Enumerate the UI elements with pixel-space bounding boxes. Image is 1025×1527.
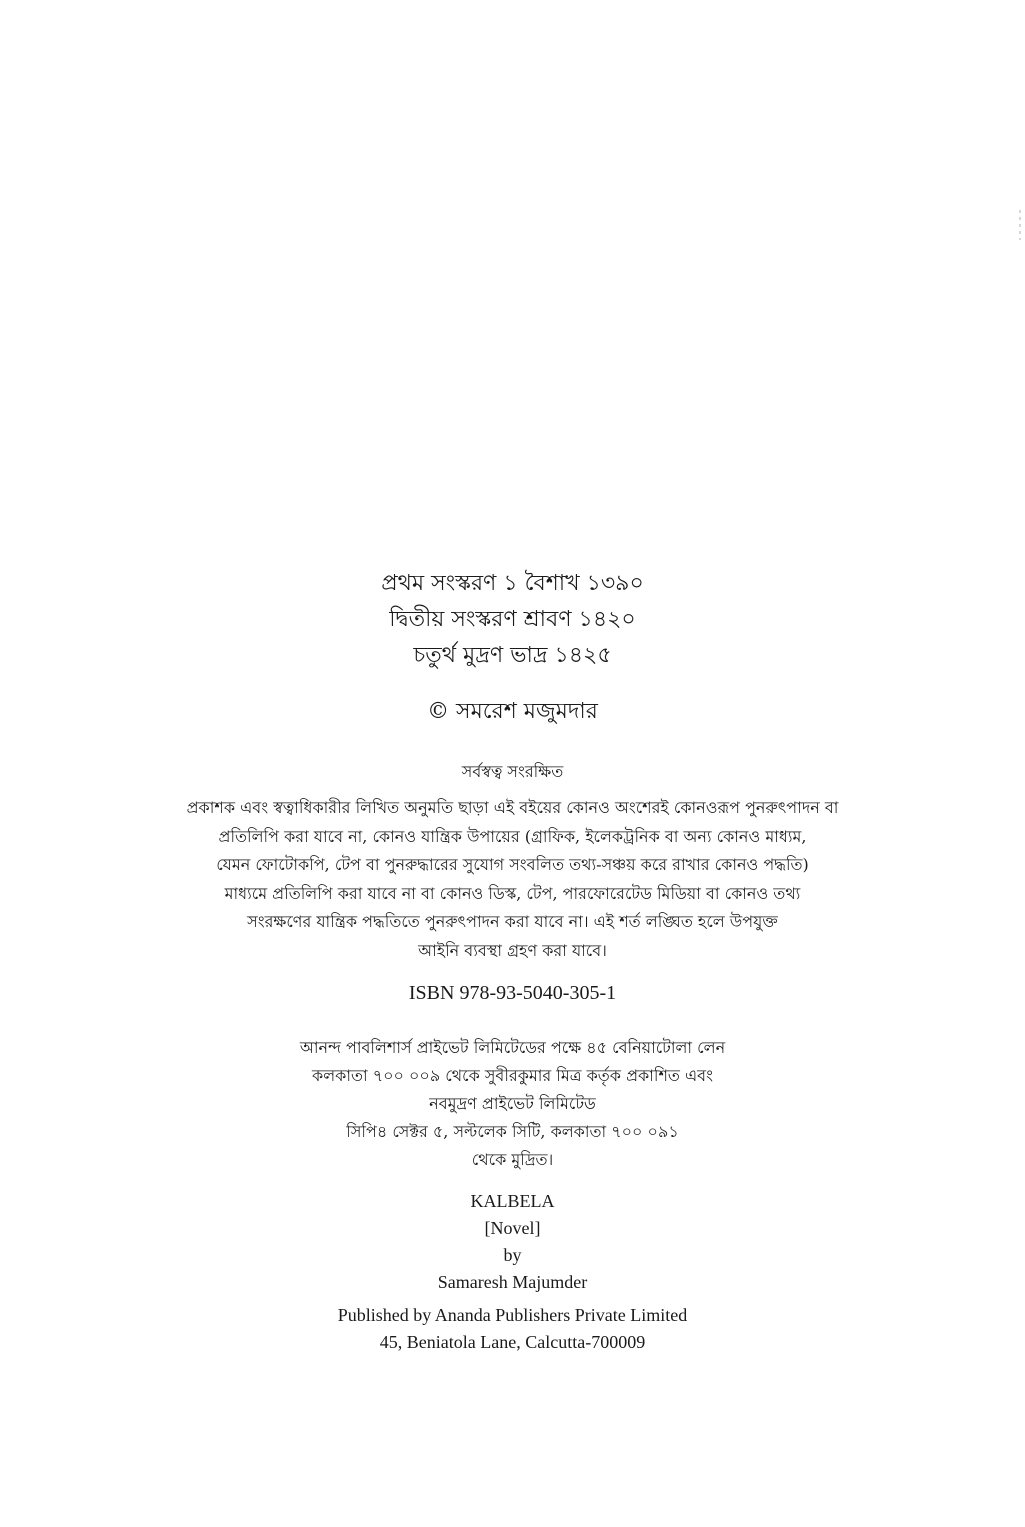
publisher-address: 45, Beniatola Lane, Calcutta-700009 [379,1332,646,1352]
imprint-line-2: কলকাতা ৭০০ ০০৯ থেকে সুবীরকুমার মিত্র কর্তৃক প্রকাশিত এবং [312,1066,713,1085]
book-title: KALBELA [470,1191,555,1211]
by-label: by [503,1245,522,1265]
publisher-block [0,1302,1025,1356]
imprint-bengali [0,1034,1025,1174]
rights-line-3: যেমন ফোটোকপি, টেপ বা পুনরুদ্ধারের সুযোগ সংবলিত তথ্য-সঞ্চয় করে রাখার কোনও পদ্ধতি) [216,855,809,874]
imprint-line-1: আনন্দ পাবলিশার্স প্রাইভেট লিমিটেডের পক্ষে ৪৫ বেনিয়াটোলা লেন [299,1038,726,1057]
english-title-block [0,1188,1025,1296]
copyright-holder: © সমরেশ মজুমদার [427,699,598,724]
author-name: Samaresh Majumder [437,1272,588,1292]
rights-line-2: প্রতিলিপি করা যাবে না, কোনও যান্ত্রিক উপায়ের (গ্রাফিক, ইলেকট্রনিক বা অন্য কোনও মাধ্যম, [218,826,807,846]
imprint-line-4: সিপি৪ সেক্টর ৫, সল্টলেক সিটি, কলকাতা ৭০০ ০৯১ [346,1122,679,1141]
book-genre: [Novel] [484,1218,541,1238]
publisher-name: Published by Ananda Publishers Private Limited [337,1305,688,1325]
imprint-line-5: থেকে মুদ্রিত। [471,1150,554,1169]
rights-reserved-heading [0,758,1025,786]
page-edge-mark [1019,210,1021,240]
edition-line-second: দ্বিতীয় সংস্করণ শ্রাবণ ১৪২০ [389,607,636,632]
rights-reserved-text: সর্বস্বত্ব সংরক্ষিত [461,762,564,781]
copyright-notice [0,696,1025,728]
edition-line-fourth-print: চতুর্থ মুদ্রণ ভাদ্র ১৪২৫ [413,643,612,668]
rights-statement [0,794,1025,965]
edition-history [0,566,1025,674]
edition-line-first: প্রথম সংস্করণ ১ বৈশাখ ১৩৯০ [381,571,644,596]
isbn-block [0,978,1025,1008]
imprint-line-3: নবমুদ্রণ প্রাইভেট লিমিটেড [429,1094,596,1113]
rights-line-5: সংরক্ষণের যান্ত্রিক পদ্ধতিতে পুনরুৎপাদন করা যাবে না। এই শর্ত লঙ্ঘিত হলে উপযুক্ত [247,912,778,931]
isbn-number: ISBN 978-93-5040-305-1 [408,982,617,1004]
rights-line-1: প্রকাশক এবং স্বত্বাধিকারীর লিখিত অনুমতি ছাড়া এই বইয়ের কোনও অংশেরই কোনওরূপ পুনরুৎপাদন বা [186,798,839,817]
rights-line-6: আইনি ব্যবস্থা গ্রহণ করা যাবে। [418,940,607,960]
rights-line-4: মাধ্যমে প্রতিলিপি করা যাবে না বা কোনও ডিস্ক, টেপ, পারফোরেটেড মিডিয়া বা কোনও তথ্য [224,883,801,903]
